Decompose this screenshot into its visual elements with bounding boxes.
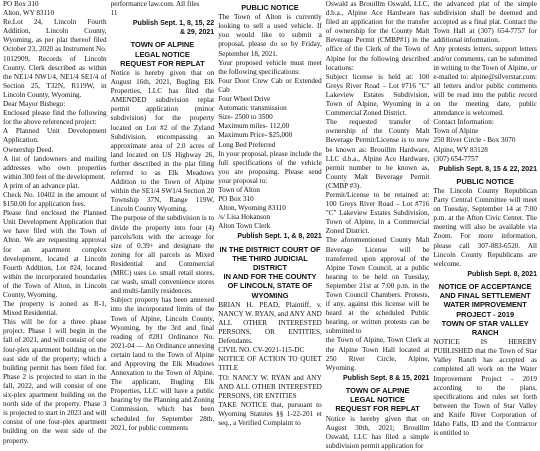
column-5 xyxy=(433,0,537,438)
notice-body-text: BRIAN H. PEAD, Plaintiff, v. NANCY W. RYAN, and ANY AND ALL OTHER INTERESTED PERSONS, OR ENTITIES, Defendants. CIVIL NO. CV-2021-115-DC NOTICE OF ACTION TO QUIET TITLE TO: NANCY W. RYAN and ANY AND ALL OTHER INTERESTED PERSONS, OR ENTITIES TAKE NOTICE that, pursuant to Wyoming Statutes §§ 1-22-201 et seq., a Verified Complaint to xyxy=(218,300,322,427)
notice-body-text: The Lincoln County Republican Party Central Committee will meet on Tuesday, September 14 at 7:00 p.m. at the Afton Civic Center. The meeting will also be available via Zoom. For more information, please call 307-883-6520. All Lincoln County Republicans are welcome. xyxy=(433,186,537,268)
notice-title: PUBLIC NOTICE xyxy=(456,176,514,186)
notice-title: TOWN OF ALPINE LEGAL NOTICE REQUEST FOR REPLAT xyxy=(120,40,205,68)
notice-title: IN THE DISTRICT COURT OF THE THIRD JUDICIAL DISTRICT IN AND FOR THE COUNTY OF LINCOLN, STATE OF WYOMING xyxy=(219,244,321,300)
notice-body-text: Oswald as Brouillm Oswald, LLC, d.b.a., Alpine Ace Hardware has filed an application for the transfer of ownership for the County Malt Beverage Permit (CMBP#1) in the office of the Clerk of the Town of Alpine for the following described locations: Subject license is held at: 100 Greys River Road – Lot #716 "C" Lakeview Estates Subdivision, Town of Alpine, Wyoming in a Commercial Zoned District. The requested transfer of ownership of the County Malt Beverage Permit/License is to now be known as: Brouillm Hardware, LLC d.b.a., Alpine Ace Hardware, permit number to be known as, County Malt Beverage Permit (CMBP #3). Permit/License to be retained at: 100 Greys River Road – Lot #716 "C" Lakeview Estates Subdivision, Town of Alpine, in a Commercial Zoned District. The aforementioned County Malt Beverage License will be transferred upon approval of the Alpine Town Council, at a public hearing to be held on Tuesday, September 21st at 7:00 p.m. in the Town Council Chambers. Protests, if any, against this license will be heard at the scheduled Public hearing, or written protests can be submitted to the Town of Alpine, Town Clerk at the Alpine Town Hall located at 250 River Circle, Alpine, Wyoming. xyxy=(325,0,430,372)
notice-body-text: Notice is hereby given that on August 16th, 2021, Bugling Elk Properties, LLC has filed the AMENDED subdivision replat permit application (minor subdivision) for the property located on Lot #2 of the Zyland Subdivision, encompassing an approximate area of 2.0 acres of land located on US Highway 26, further described in the plat filing referred to as Elk Meadows Addition to the Town of Alpine within the SE1/4 SW1/4 Section 20 Township 37N, Range 119W, Lincoln County Wyoming. The purpose of the subdivision is to divide the property into four (4) parcels/lots with the acreage for size of 0.39+ and designate the zoning for all parcels as Mixed Residential and Commercial (MRC) uses i.e. small retail stores, car wash, small convenience stores and multi-family residences. Subject property has been annexed into the incorporated limits of the Town of Alpine, Lincoln County, Wyoming, by the 3rd and final reading of #281 Ordinance No. 2021-04 — An Ordinance annexing certain land to the Town of Alpine and Approving the Elk Meadows Annexation to the Town of Alpine. The applicant, Bugling Elk Properties, LLC will have a public hearing by the Planning and Zoning Commission, which has been scheduled for September 28th, 2021, for public comments xyxy=(110,68,215,432)
notice-title: NOTICE OF ACCEPTANCE AND FINAL SETTLEMENT WATER IMPROVEMENT PROJECT - 2019 TOWN OF STAR VALLEY RANCH xyxy=(438,281,532,337)
column-1 xyxy=(3,0,107,445)
publish-dates: Publish Sept. 8 & 15, 2021 xyxy=(343,374,430,382)
column-4 xyxy=(325,0,430,450)
column-2 xyxy=(110,0,215,432)
notice-body-text: the advanced plat of the simple subdivision shall be deemed and accepted as a final plat. Contact the Town Hall at (307) 654-7757 for additional information. Any protests letters, support letters and/or comments, can be submitted in writing to the Town of Alpine, or e-mailed to: alpine@silverstar.com: all letters and/or public comments will be read into the public record on the meeting date, public attendance is welcomed. Contact Information: Town of Alpine 250 River Circle - Box 3070 Alpine, WY 83128 (307) 654-7757 xyxy=(433,0,537,163)
publish-dates: Publish Sept. 8, 15 & 22, 2021 xyxy=(438,165,537,173)
publish-dates: Publish Sept. 1, & 8, 2021 xyxy=(237,233,322,241)
notice-title: TOWN OF ALPINE LEGAL NOTICE REQUEST FOR REPLAT xyxy=(335,385,420,414)
notice-body-text: performance law.com. All files 11 xyxy=(110,0,200,18)
notice-body-text: The Town of Alton is currently looking to sell a used vehicle. If you would like to submit a proposal, please do so by Friday, September 18, 2021. Your proposed vehicle must meet the following specifications: Four Door Crew Cab or Extended Cab Four Wheel Drive Automatic transmission Size- 2500 to 3500 Maximum miles- 112,00 Maximum Price- $25,000 Long Bed Preferred In your proposal, please include the full specifications of the vehicle you are proposing. Please send your proposal to: Town of Alton PO Box 310 Alton, Wyoming 83110 /s/ Lisa Hokanson Alton Town Clerk xyxy=(218,13,322,231)
publish-dates: Publish Sept. 1, 8, 15, 22 & 29, 2021 xyxy=(132,20,215,37)
notice-title: PUBLIC NOTICE xyxy=(241,3,299,12)
notice-body-text: NOTICE IS HEREBY PUBLISHED that the Town of Star Valley Ranch has accepted as completed all work on the Water Improvement Project - 2019 according to the plans, specifications and rules set forth between the Town of Star Valley and Knife River Corporation of Idaho Falls, ID and the Contractor is entitled to xyxy=(433,338,537,438)
notice-body-text: PO Box 310 Alton, WY 83110 Re.Lot 24, Lincoln Fourth Addition, Lincoln County, Wyoming, as per plat thereof filed October 23, 2020 as Instrument No. 1012909, Records of Lincoln County. Clerk described as within the NE1/4 NW1/4, NE1/4 SE1/4 of Section 25, T32N, R119W, in Lincoln County, Wyoming. Dear Mayor Bisbego: Enclosed please find the following for the above referenced project: A Planned Unit Development Application. Ownership Deed. A list of landowners and mailing addresses who own properties within 300 feet of the development. A print of an advance plat. Check No. 10402 in the amount of $150.00 for application fees. Please find enclosed the Planned Unit Development Application that we have filed with the Town of Alton. We are requesting approval for an apartment complex development, located at Lincoln Fourth Addition, Lot #24, located within the incorporated boundaries of the Town of Alton, in Lincoln County, Wyoming. The property is zoned as R-1, Mixed Residential. This will be for a three phase project. Phase 1 will begin in the fall of 2021, and will consist of one four-plex apartment building on the east side of the property; which a building permit has been filed for. Phase 2 is projected to start in the fall, 2022, and will consist of one six-plex apartment building on the north side of the property. Phase 3 is projected to start in 2023 and will consist of one four-plex apartment building on the west side of the property. xyxy=(3,0,107,445)
column-3 xyxy=(218,0,322,427)
publish-dates: Publish Sept. 8, 2021 xyxy=(467,270,537,278)
notice-body-text: Notice is hereby given that on August 30th, 2021; Brouillm Oswald, LLC has filed a simple subdivision permit application for xyxy=(325,414,430,450)
